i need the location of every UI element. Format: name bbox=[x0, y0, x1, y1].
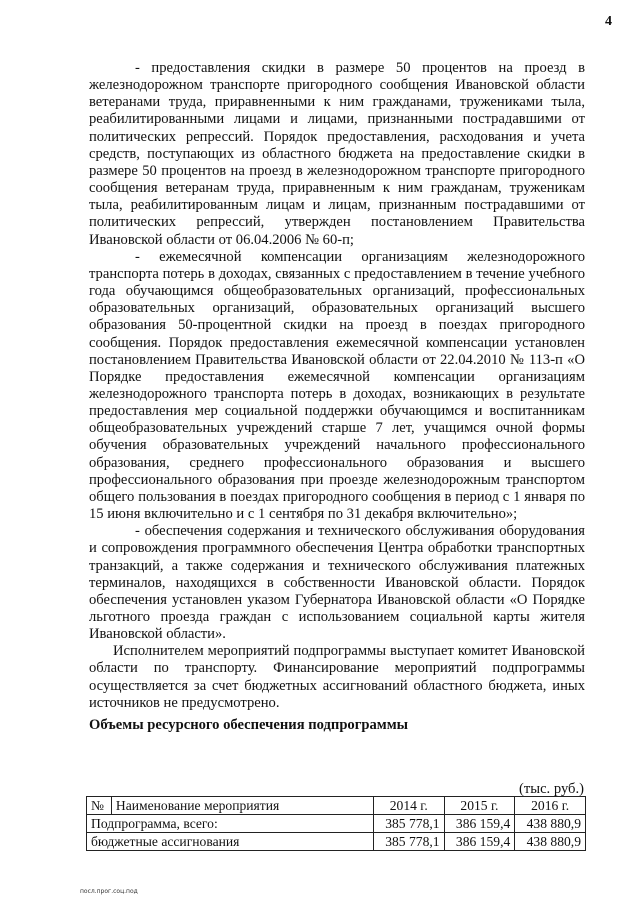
header-name: Наименование мероприятия bbox=[111, 797, 373, 815]
footer-filename: посл.прог.соц.под bbox=[80, 888, 138, 895]
paragraph-equipment-maintenance: - обеспечения содержания и технического обслуживания оборудования и сопровождения программного обеспечения Центра обработки транспортных транзакций, а также содержания и технического обслуживания платежных терминалов, находящихся в собственности Ивановской области. Порядок обеспечения установлен указом Губернатора Ивановской области «О Порядке льготного проезда граждан с использованием социальной карты жителя Ивановской области». bbox=[89, 523, 585, 643]
header-2014: 2014 г. bbox=[373, 797, 444, 815]
paragraph-executor: Исполнителем мероприятий подпрограммы выступает комитет Ивановской области по транспорту. Финансирование мероприятий подпрограммы осуществляется за счет бюджетных ассигнований областного бюджета, иных источников не предусмотрено. bbox=[89, 643, 585, 711]
cell-2015: 386 159,4 bbox=[444, 815, 515, 833]
cell-2016: 438 880,9 bbox=[515, 833, 586, 851]
table-row bbox=[87, 815, 586, 833]
document-body bbox=[89, 60, 585, 734]
header-2015: 2015 г. bbox=[444, 797, 515, 815]
cell-2014: 385 778,1 bbox=[373, 815, 444, 833]
row-name: Подпрограмма, всего: bbox=[87, 815, 374, 833]
units-label: (тыс. руб.) bbox=[519, 781, 584, 797]
header-number: № bbox=[87, 797, 112, 815]
paragraph-discount-veterans: - предоставления скидки в размере 50 процентов на проезд в железнодорожном транспорте пригородного сообщения Ивановской области ветеранами труда, приравненными к ним гражданами, тружениками тыла, реабилитированными лицами и лицами, признанными пострадавшими от политических репрессий. Порядок предоставления, расходования и учета средств, поступающих из областного бюджета на предоставление скидки в размере 50 процентов на проезд в железнодорожном транспорте пригородного сообщения ветеранам труда, приравненным к ним гражданам, труженикам тыла, реабилитированным лицам и лицам, признанным пострадавшими от политических репрессий, утвержден постановлением Правительства Ивановской области от 06.04.2006 № 60-п; bbox=[89, 60, 585, 248]
paragraph-monthly-compensation: - ежемесячной компенсации организациям железнодорожного транспорта потерь в доходах, связанных с предоставлением в течение учебного года обучающимся общеобразовательных организаций, профессиональных образовательных организаций, образовательных организаций высшего образования 50-процентной скидки на проезд в поездах пригородного сообщения. Порядок предоставления ежемесячной компенсации установлен постановлением Правительства Ивановской области от 22.04.2010 № 113-п «О Порядке предоставления ежемесячной компенсации организациям железнодорожного транспорта потерь в доходах, возникающих в результате предоставления мер социальной поддержки обучающимся и воспитанникам общеобразовательных учреждений старше 7 лет, учащимся очной формы обучения образовательных учреждений начального профессионального образования, среднего профессионального образования и высшего профессионального образования при проезде железнодорожным транспортом общего пользования в поездах пригородного сообщения в период с 1 января по 15 июня включительно и с 1 сентября по 31 декабря включительно»; bbox=[89, 248, 585, 523]
cell-2016: 438 880,9 bbox=[515, 815, 586, 833]
table-header-row bbox=[87, 797, 586, 815]
row-name: бюджетные ассигнования bbox=[87, 833, 374, 851]
header-2016: 2016 г. bbox=[515, 797, 586, 815]
page-number: 4 bbox=[605, 14, 612, 29]
section-heading: Объемы ресурсного обеспечения подпрограммы bbox=[89, 716, 409, 733]
resource-table bbox=[86, 796, 586, 851]
cell-2014: 385 778,1 bbox=[373, 833, 444, 851]
cell-2015: 386 159,4 bbox=[444, 833, 515, 851]
table-row bbox=[87, 833, 586, 851]
